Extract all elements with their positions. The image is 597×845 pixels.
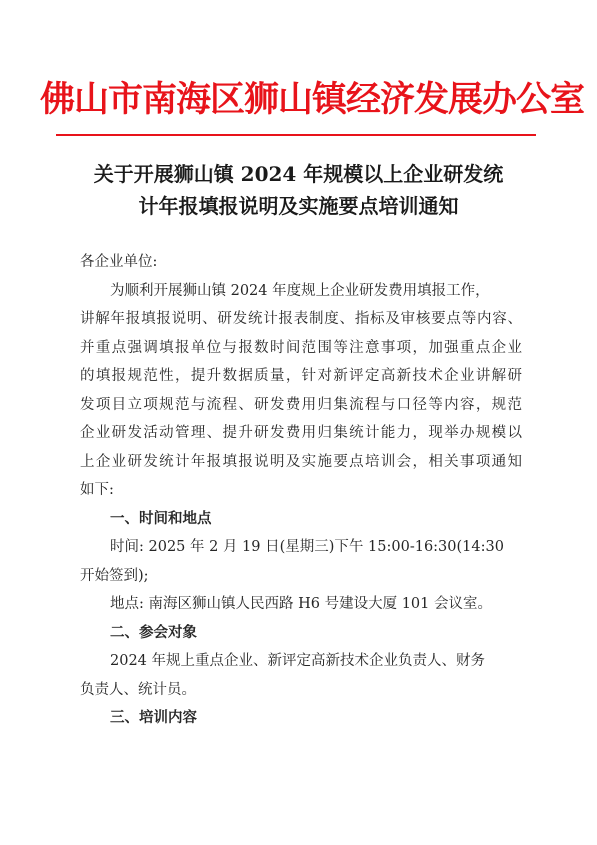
letterhead-red-rule xyxy=(56,134,536,136)
intro-line-8: 如下: xyxy=(80,482,114,498)
section-1-heading: 一、时间和地点 xyxy=(110,510,212,527)
intro-line-6: 企业研发活动管理、提升研发费用归集统计能力，现举办规模以 xyxy=(80,425,522,441)
section-2-heading: 二、参会对象 xyxy=(110,624,197,641)
section-1-time-line-1: 时间: 2025 年 2 月 19 日(星期三)下午 15:00-16:30(14:30 xyxy=(110,539,504,555)
section-2-line-2: 负责人、统计员。 xyxy=(80,681,196,698)
letterhead-title: 佛山市南海区狮山镇经济发展办公室 xyxy=(40,79,585,120)
document-title-line-1: 关于开展狮山镇 2024 年规模以上企业研发统 xyxy=(93,162,504,186)
section-2-line-1: 2024 年规上重点企业、新评定高新技术企业负责人、财务 xyxy=(110,653,486,669)
intro-line-5: 发项目立项规范与流程、研发费用归集流程与口径等内容，规范 xyxy=(80,396,522,413)
intro-line-4: 的填报规范性，提升数据质量，针对新评定高新技术企业讲解研 xyxy=(80,368,522,384)
intro-line-3: 并重点强调填报单位与报数时间范围等注意事项，加强重点企业 xyxy=(80,339,522,356)
document-body xyxy=(80,248,522,733)
section-1-time-line-2: 开始签到); xyxy=(80,567,149,584)
intro-line-7: 上企业研发统计年报填报说明及实施要点培训会，相关事项通知 xyxy=(80,453,522,470)
intro-line-1: 为顺利开展狮山镇 2024 年度规上企业研发费用填报工作， xyxy=(110,282,490,299)
intro-line-2: 讲解年报填报说明、研发统计报表制度、指标及审核要点等内容、 xyxy=(80,311,522,327)
document-title xyxy=(40,158,557,222)
salutation: 各企业单位: xyxy=(80,254,158,270)
section-1-place: 地点: 南海区狮山镇人民西路 H6 号建设大厦 101 会议室。 xyxy=(110,596,492,612)
section-3-heading: 三、培训内容 xyxy=(110,710,197,726)
document-title-line-2: 计年报填报说明及实施要点培训通知 xyxy=(138,194,459,218)
